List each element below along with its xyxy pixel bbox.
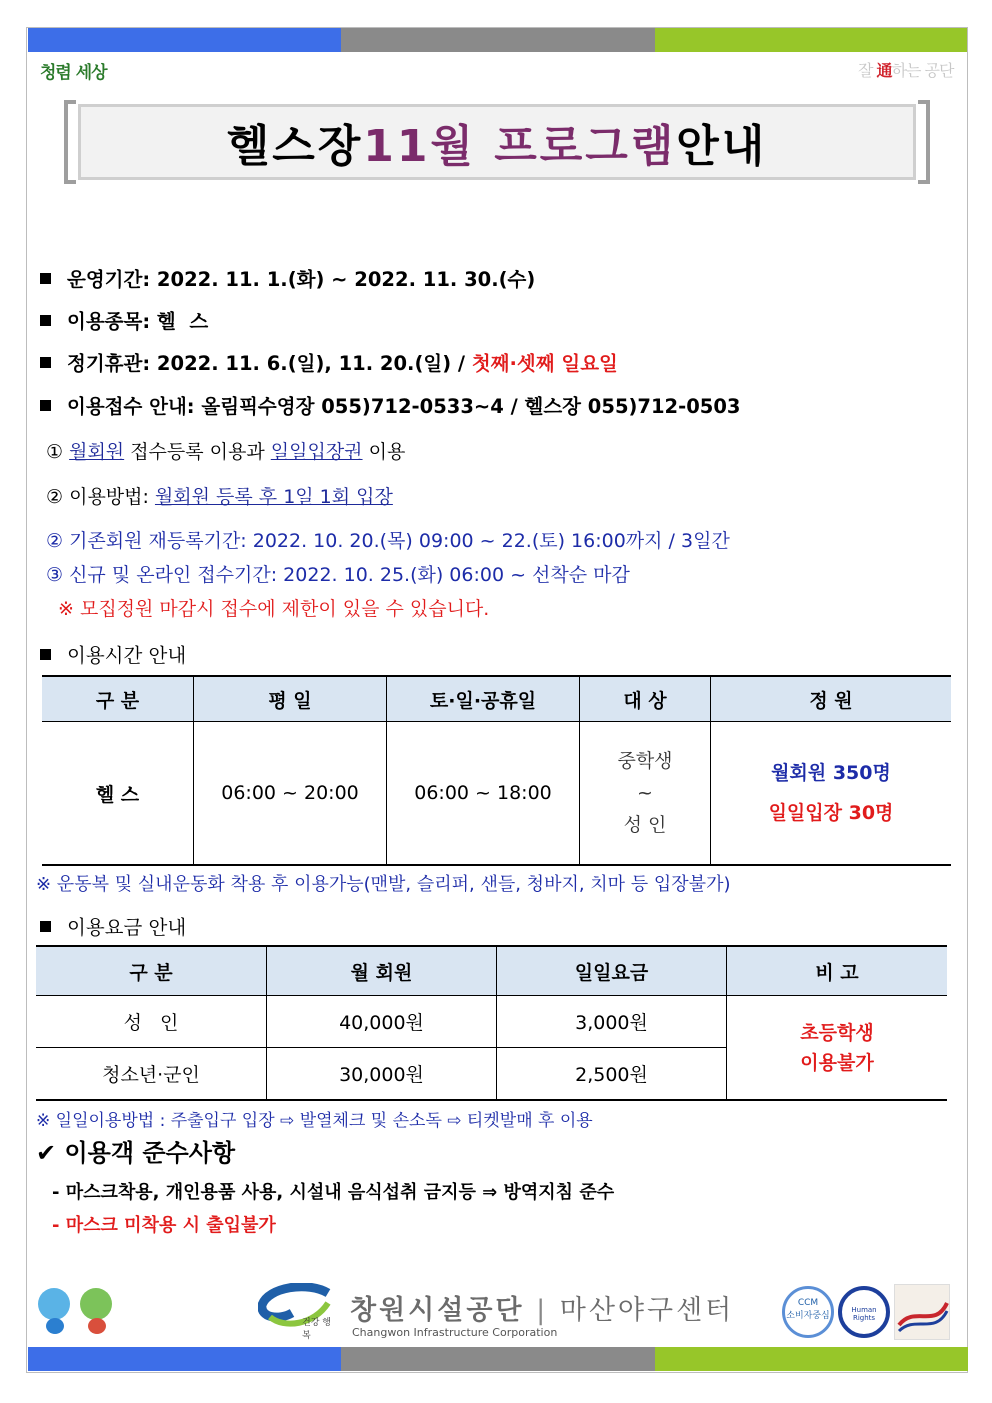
- detail-4: ③ 신규 및 온라인 접수기간: 2022. 10. 25.(화) 06:00 ~ 선착순 마감: [46, 564, 630, 586]
- detail-2: ② 이용방법: 월회원 등록 후 1일 1회 입장: [46, 486, 393, 508]
- hours-cell-target: 중학생 ~ 성 인: [580, 722, 711, 866]
- detail-1: ① 월회원 접수등록 이용과 일일입장권 이용: [46, 441, 406, 463]
- hours-cell-weekend: 06:00 ~ 18:00: [387, 722, 580, 866]
- hours-cell-name: 헬 스: [42, 722, 194, 866]
- fees-header-monthly: 월 회원: [267, 946, 497, 996]
- hours-header-category: 구 분: [42, 676, 194, 722]
- title-box: [64, 100, 930, 184]
- corporation-name: 창원시설공단 | 마산야구센터: [350, 1295, 735, 1326]
- bottom-color-bar: [28, 1347, 968, 1371]
- hours-cell-weekday: 06:00 ~ 20:00: [194, 722, 387, 866]
- human-rights-badge-icon: Human Rights: [838, 1286, 890, 1338]
- rule-2: - 마스크 미착용 시 출입불가: [52, 1215, 276, 1236]
- fees-header-daily: 일일요금: [497, 946, 727, 996]
- hours-cell-capacity: 월회원 350명 일일입장 30명: [711, 722, 952, 866]
- info-contact: 이용접수 안내: 올림픽수영장 055)712-0533~4 / 헬스장 055)712-0503: [40, 391, 741, 419]
- slogan-logo: 잘 通하는 공단: [858, 61, 954, 80]
- ccm-badge-icon: CCM 소비자중심: [782, 1286, 834, 1338]
- fees-table: [36, 945, 947, 1101]
- table-row: 청소년·군인 30,000원 2,500원: [36, 1048, 947, 1101]
- hours-table: [42, 675, 951, 866]
- page-title: 헬스장 11월 프로그램 안내: [78, 104, 916, 180]
- hours-header-capacity: 정 원: [711, 676, 952, 722]
- rule-1: - 마스크착용, 개인용품 사용, 시설내 음식섭취 금지등 ⇒ 방역지침 준수: [52, 1182, 615, 1203]
- info-period: 운영기간: 2022. 11. 1.(화) ~ 2022. 11. 30.(수): [40, 264, 535, 292]
- hours-header-weekend: 토·일·공휴일: [387, 676, 580, 722]
- fees-header-remark: 비 고: [727, 946, 948, 996]
- certification-badge-icon: [894, 1284, 950, 1340]
- hours-heading: 이용시간 안내: [40, 640, 186, 668]
- info-item: 이용종목: 헬 스: [40, 306, 208, 334]
- corporation-name-en: Changwon Infrastructure Corporation: [352, 1326, 558, 1339]
- hours-note: ※ 운동복 및 실내운동화 착용 후 이용가능(맨발, 슬리퍼, 샌들, 청바지, 치마 등 입장불가): [36, 874, 731, 895]
- hours-header-target: 대 상: [580, 676, 711, 722]
- hours-header-weekday: 평 일: [194, 676, 387, 722]
- detail-5: ※ 모집정원 마감시 접수에 제한이 있을 수 있습니다.: [58, 598, 490, 620]
- info-closed: 정기휴관: 2022. 11. 6.(일), 11. 20.(일) / 첫째·셋째 일요일: [40, 348, 618, 376]
- fees-heading: 이용요금 안내: [40, 912, 186, 940]
- table-row: 성 인 40,000원 3,000원 초등학생 이용불가: [36, 996, 947, 1048]
- fees-note: ※ 일일이용방법 : 주출입구 입장 ⇨ 발열체크 및 손소독 ⇨ 티켓발매 후 이용: [36, 1111, 593, 1131]
- corporation-logo-icon: 건강 행복: [258, 1283, 338, 1339]
- fees-remark: 초등학생 이용불가: [727, 996, 948, 1101]
- fees-header-category: 구 분: [36, 946, 267, 996]
- detail-3: ② 기존회원 재등록기간: 2022. 10. 20.(목) 09:00 ~ 22.(토) 16:00까지 / 3일간: [46, 530, 730, 552]
- mascot-icons: [36, 1284, 116, 1338]
- rules-heading: ✔ 이용객 준수사항: [36, 1139, 236, 1167]
- integrity-logo: 청렴 세상: [40, 63, 107, 83]
